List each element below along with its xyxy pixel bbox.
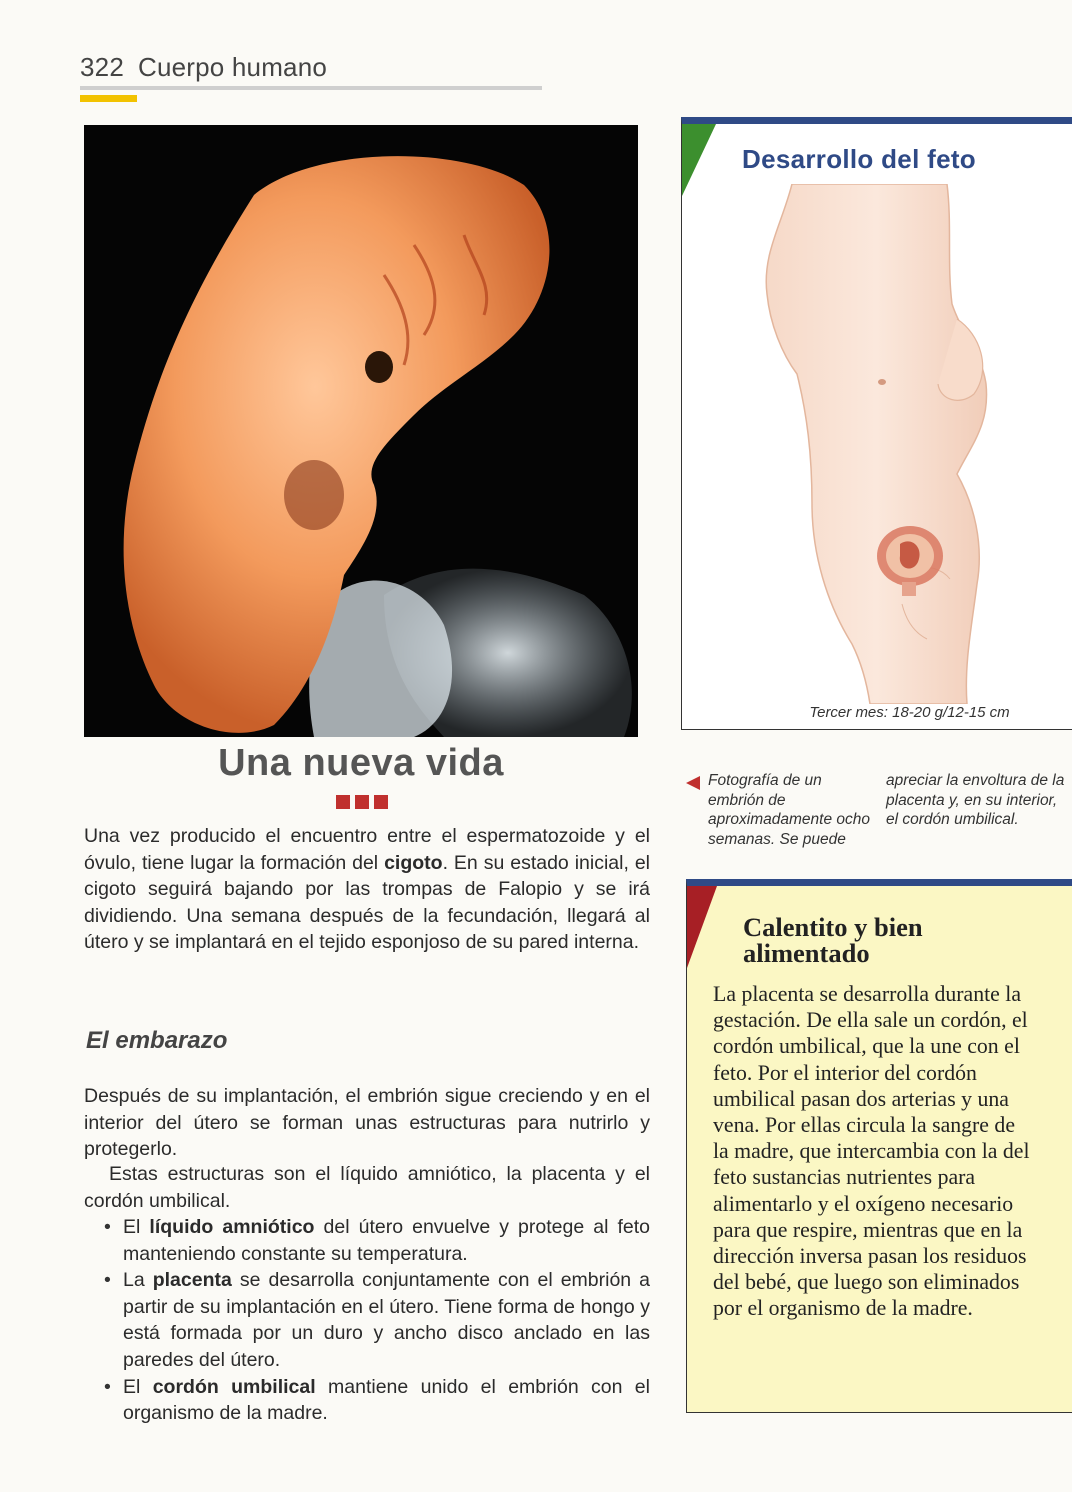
info-box	[686, 879, 1072, 1413]
info-box-title: Calentito y bien alimentado	[743, 912, 923, 968]
intro-text-1: Una vez producido el encuentro entre el espermatozoide y el óvulo, tiene lugar la formación del	[84, 825, 650, 874]
pregnant-body-illustration	[752, 184, 1002, 704]
structures-list	[104, 1214, 650, 1427]
keyword-cigoto: cigoto	[384, 851, 443, 874]
box-corner-accent	[687, 886, 717, 968]
section-name: Cuerpo humano	[137, 52, 328, 82]
header-rule	[80, 86, 542, 90]
list-item: • El líquido amniótico del útero envuelve y protege al feto manteniendo constante su temperatura.	[104, 1216, 650, 1265]
caption-pointer-icon	[686, 776, 700, 790]
photo-caption-col1: Fotografía de un embrión de aproximadamente ocho semanas. Se puede	[708, 772, 870, 848]
article-title: Una nueva vida	[218, 742, 504, 784]
body-paragraph-2: Estas estructuras son el líquido amniótico, la placenta y el cordón umbilical.	[84, 1163, 650, 1212]
body-paragraph-1: Después de su implantación, el embrión sigue creciendo y en el interior del útero se forman unas estructuras para nutrirlo y protegerlo.	[84, 1085, 650, 1161]
fetus-box-title: Desarrollo del feto	[742, 144, 976, 174]
page-number: 322	[80, 52, 124, 82]
header-accent-bar	[80, 95, 137, 102]
running-header	[80, 52, 327, 83]
list-item: • La placenta se desarrolla conjuntamente con el embrión a partir de su implantación en el útero. Tiene forma de hongo y está formada por un duro y ancho disco anclado en las paredes del útero.	[104, 1269, 651, 1371]
box-corner-accent	[682, 124, 716, 196]
fetus-development-box	[681, 117, 1072, 730]
list-item: • El cordón umbilical mantiene unido el embrión con el organismo de la madre.	[104, 1375, 650, 1425]
intro-text-2: . En su estado inicial, el cigoto seguirá bajando por las trompas de Falopio y se irá dividiendo. Una semana después de la fecundación, llegará al útero y se implantará en el tejido esponjoso de su pared interna.	[84, 851, 650, 954]
photo-caption-col2: apreciar la envoltura de la placenta y, en su interior, el cordón umbilical.	[886, 772, 1065, 828]
fetus-caption: Tercer mes: 18-20 g/12-15 cm	[809, 704, 1010, 721]
title-ornament	[336, 795, 388, 809]
info-box-text: La placenta se desarrolla durante la gestación. De ella sale un cordón, el cordón umbilical, que la une con el feto. Por el interior del cordón umbilical pasan dos arterias y una vena. Por ellas circula la sangre de la madre, que intercambia con la del feto sustancias nutrientes para alimentarlo y el oxígeno necesario para que respire, mientras que en la dirección inversa pasan los residuos del bebé, que luego son eliminados por el organismo de la madre.	[713, 982, 1030, 1321]
intro-paragraph	[84, 823, 650, 956]
section-subtitle: El embarazo	[86, 1027, 228, 1054]
embryo-photo	[84, 125, 638, 737]
